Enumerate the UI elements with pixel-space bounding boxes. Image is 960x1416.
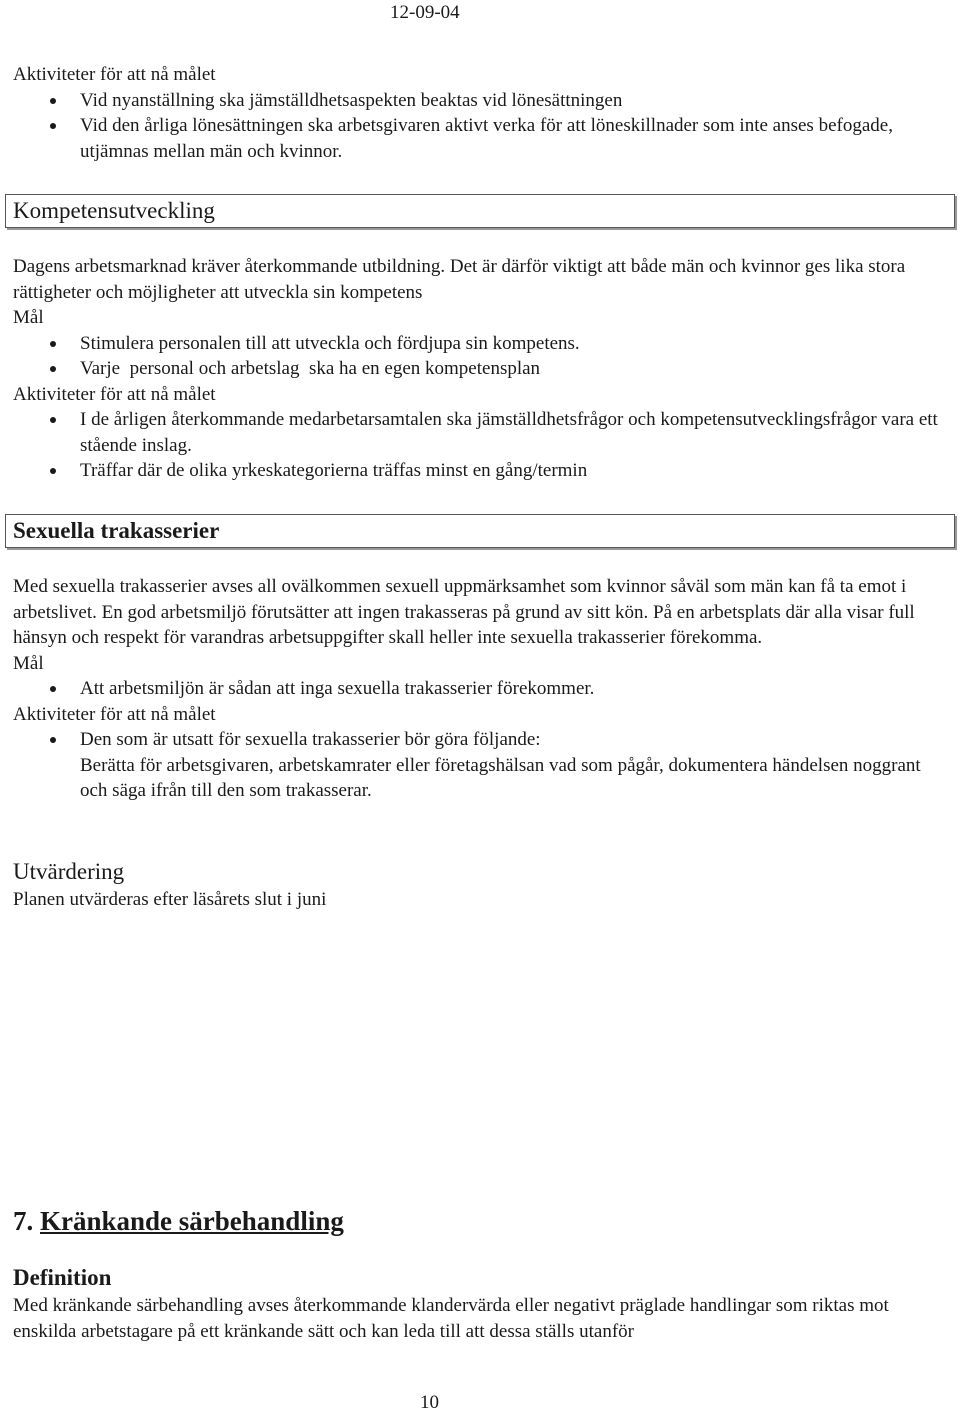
list-item: Träffar där de olika yrkeskategorierna träffas minst en gång/termin	[13, 458, 948, 484]
page-number: 10	[420, 1392, 439, 1413]
activities-list	[13, 727, 948, 804]
activities-list	[13, 88, 948, 165]
goal-label: Mål	[13, 652, 44, 674]
activities-section	[13, 62, 948, 164]
sexuella-intro: Med sexuella trakasserier avses all ovälkommen sexuell uppmärksamhet som kvinnor såväl som män kan få ta emot i arbetslivet. En god arbetsmiljö förutsätter att ingen trakasseras på grund av sitt kön. På en arbetsplats där alla visar full hänsyn och respekt för varandras arbetsuppgifter skall heller inte sexuella trakasserier förekomma.	[13, 576, 915, 648]
activity-line: Den som är utsatt för sexuella trakasserier bör göra följande:	[80, 729, 541, 750]
list-item: Vid den årliga lönesättningen ska arbetsgivaren aktivt verka för att löneskillnader som inte anses befogade, utjämnas mellan män och kvinnor.	[13, 113, 948, 164]
definition-text: Med kränkande särbehandling avses återkommande klandervärda eller negativt präglade handlingar som riktas mot enskilda arbetstagare på ett kränkande sätt och kan leda till att dessa ställs utanför	[13, 1295, 889, 1342]
activities-label: Aktiviteter för att nå målet	[13, 383, 216, 405]
definition-section	[13, 1263, 948, 1344]
list-item: Vid nyanställning ska jämställdhetsaspekten beaktas vid lönesättningen	[13, 88, 948, 114]
sexuella-section	[13, 574, 948, 804]
list-item: Varje personal och arbetslag ska ha en egen kompetensplan	[13, 356, 948, 382]
section-heading-sexuella-trakasserier: Sexuella trakasserier	[5, 514, 955, 548]
utvardering-text: Planen utvärderas efter läsårets slut i juni	[13, 889, 327, 910]
list-item: Stimulera personalen till att utveckla och fördjupa sin kompetens.	[13, 331, 948, 357]
kompetens-section	[13, 254, 948, 484]
chapter-title: Kränkande särbehandling	[40, 1206, 344, 1236]
section-heading-kompetensutveckling: Kompetensutveckling	[5, 194, 955, 228]
list-item: Att arbetsmiljön är sådan att inga sexuella trakasserier förekommer.	[13, 676, 948, 702]
utvardering-heading: Utvärdering	[13, 859, 125, 884]
chapter-7-heading	[13, 1204, 948, 1238]
header-date: 12-09-04	[390, 2, 460, 23]
list-item	[13, 727, 948, 804]
kompetens-intro: Dagens arbetsmarknad kräver återkommande utbildning. Det är därför viktigt att både män och kvinnor ges lika stora rättigheter och möjligheter att utveckla sin kompetens	[13, 256, 906, 303]
activities-label: Aktiviteter för att nå målet	[13, 703, 216, 725]
activity-detail: Berätta för arbetsgivaren, arbetskamrater eller företagshälsan vad som pågår, dokumentera händelsen noggrant och säga ifrån till den som trakasserar.	[80, 754, 921, 801]
chapter-number: 7.	[13, 1206, 34, 1236]
activities-list	[13, 407, 948, 484]
goal-list	[13, 676, 948, 702]
goal-label: Mål	[13, 307, 44, 328]
activities-heading: Aktiviteter för att nå målet	[13, 64, 216, 85]
list-item: I de årligen återkommande medarbetarsamtalen ska jämställdhetsfrågor och kompetensutvecklingsfrågor vara ett stående inslag.	[13, 407, 948, 458]
utvardering-section	[13, 857, 948, 913]
definition-heading: Definition	[13, 1265, 112, 1290]
goal-list	[13, 331, 948, 382]
